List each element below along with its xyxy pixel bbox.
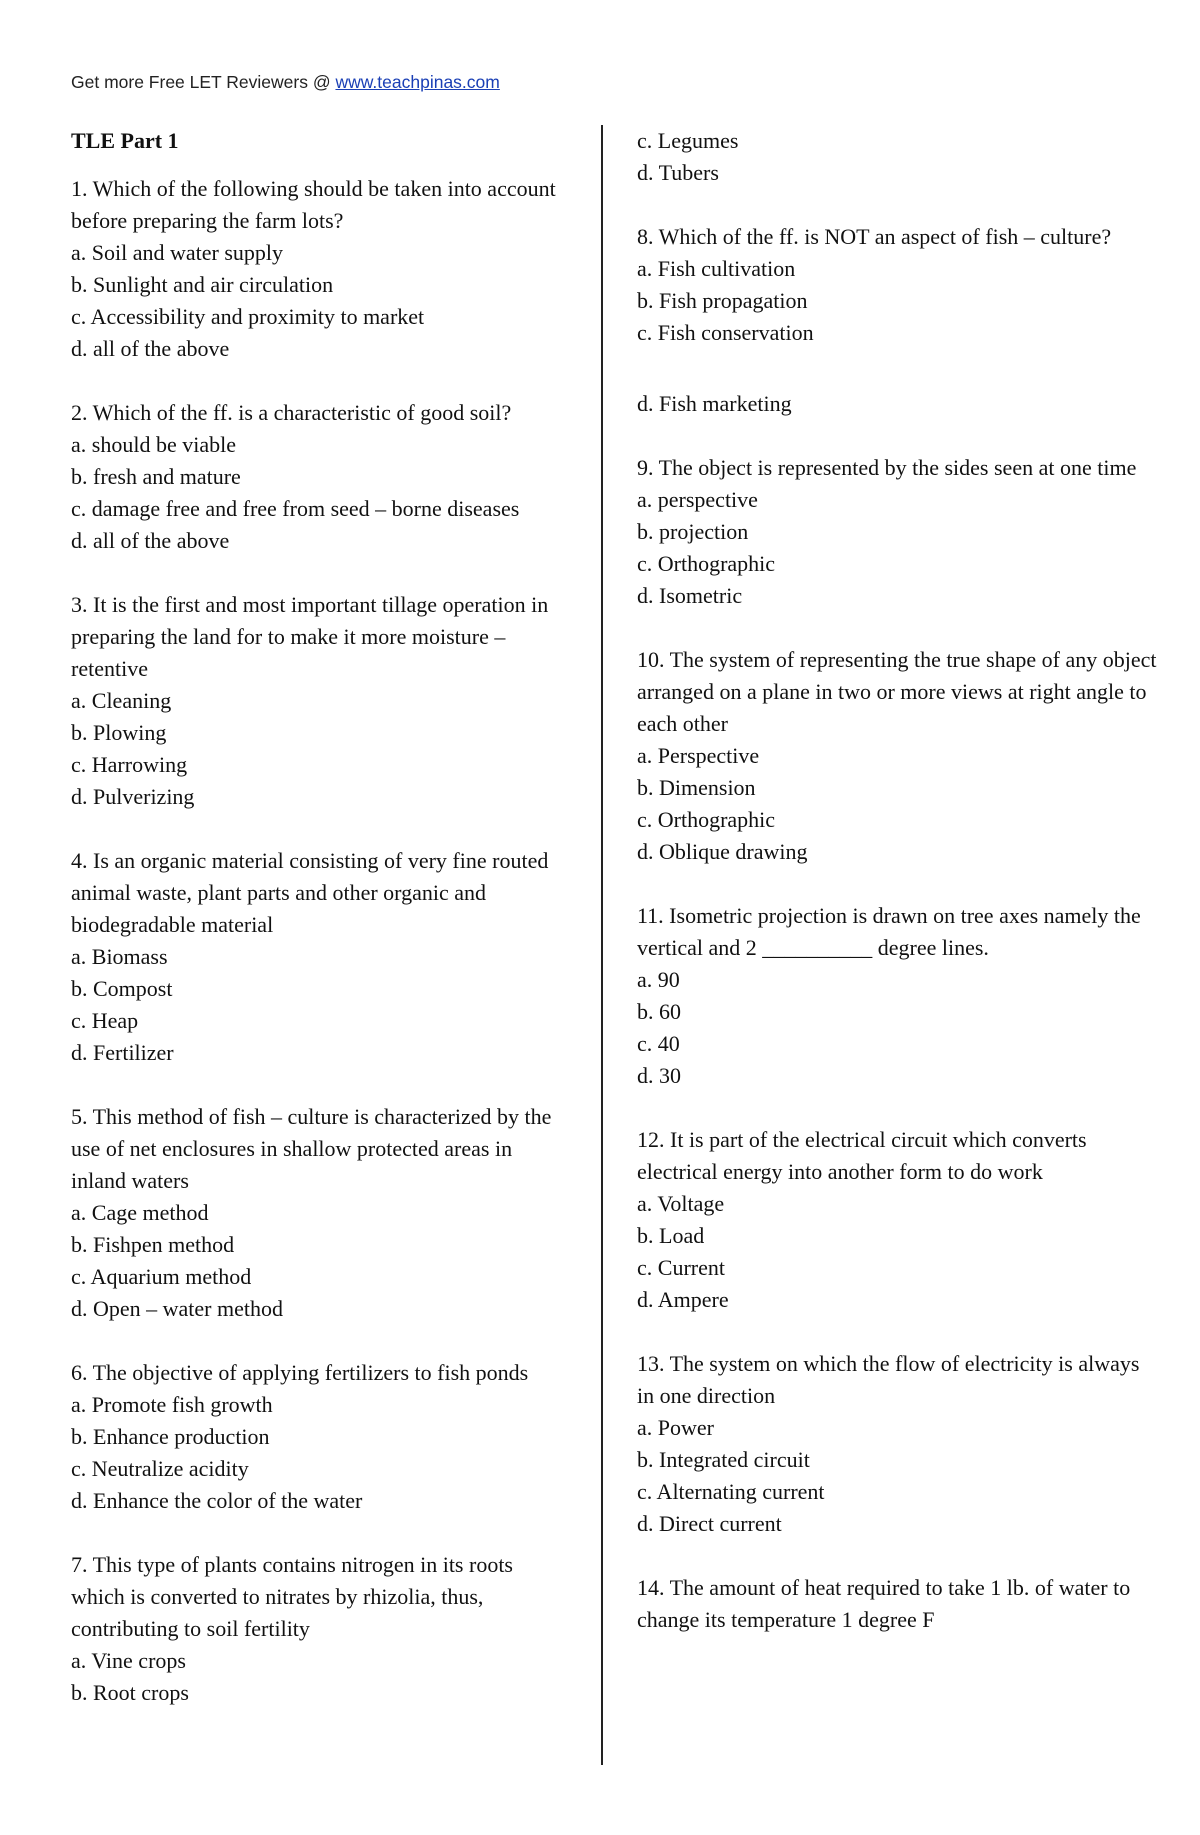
right-column (637, 125, 1157, 1668)
answer-option: c. 40 (637, 1031, 680, 1056)
answer-option: b. Compost (71, 976, 173, 1001)
answer-option: c. Orthographic (637, 807, 776, 832)
answer-option: d. Enhance the color of the water (71, 1488, 363, 1513)
answer-option: d. Ampere (637, 1287, 729, 1312)
answer-option: c. Current (637, 1255, 725, 1280)
answer-option: a. perspective (637, 487, 758, 512)
question-block (637, 900, 1157, 1092)
question-block (637, 1348, 1157, 1540)
answer-option: b. Sunlight and air circulation (71, 272, 334, 297)
question-text: 10. The system of representing the true shape of any object arranged on a plane in two or more views at right angle to each other (637, 647, 1157, 736)
answer-option: d. Oblique drawing (637, 839, 808, 864)
question-text: 4. Is an organic material consisting of very fine routed animal waste, plant parts and other organic and biodegradable material (71, 848, 549, 937)
answer-option: d. Fish marketing (637, 391, 792, 416)
answer-option: c. Harrowing (71, 752, 188, 777)
question-block (637, 1124, 1157, 1316)
answer-option: b. Integrated circuit (637, 1447, 810, 1472)
answer-option: b. Enhance production (71, 1424, 270, 1449)
answer-option: b. Dimension (637, 775, 756, 800)
answer-option: c. Alternating current (637, 1479, 825, 1504)
column-divider (601, 125, 603, 1765)
question-text: 2. Which of the ff. is a characteristic of good soil? (71, 400, 512, 425)
answer-option: c. Aquarium method (71, 1264, 252, 1289)
answer-option: a. Biomass (71, 944, 168, 969)
question-text: 8. Which of the ff. is NOT an aspect of fish – culture? (637, 224, 1112, 249)
answer-option: b. 60 (637, 999, 681, 1024)
answer-option: d. Tubers (637, 160, 719, 185)
question-text: 9. The object is represented by the sides seen at one time (637, 455, 1137, 480)
answer-option: c. Neutralize acidity (71, 1456, 249, 1481)
answer-option: a. Voltage (637, 1191, 725, 1216)
answer-option: d. Open – water method (71, 1296, 283, 1321)
answer-option: c. Legumes (637, 128, 739, 153)
answer-option: d. Direct current (637, 1511, 782, 1536)
answer-option: c. Accessibility and proximity to market (71, 304, 425, 329)
question-block (71, 1549, 571, 1709)
answer-option: c. Heap (71, 1008, 139, 1033)
answer-option: d. all of the above (71, 336, 230, 361)
question-block (637, 644, 1157, 868)
question-block (71, 845, 571, 1069)
page-header (71, 72, 500, 93)
answer-option: a. Fish cultivation (637, 256, 796, 281)
blank-gap (637, 349, 1157, 388)
continued-options (637, 125, 1157, 189)
answer-option: a. 90 (637, 967, 680, 992)
answer-option: b. Fish propagation (637, 288, 808, 313)
answer-option: b. Root crops (71, 1680, 189, 1705)
question-text: 1. Which of the following should be taken into account before preparing the farm lots? (71, 176, 556, 233)
answer-option: c. Fish conservation (637, 320, 814, 345)
answer-option: c. damage free and free from seed – borne diseases (71, 496, 520, 521)
answer-option: d. all of the above (71, 528, 230, 553)
question-text: 6. The objective of applying fertilizers to fish ponds (71, 1360, 529, 1385)
page-title: TLE Part 1 (71, 128, 179, 153)
question-text: 14. The amount of heat required to take 1 lb. of water to change its temperature 1 degree F (637, 1575, 1131, 1632)
right-question-list (637, 221, 1157, 1636)
question-block (637, 452, 1157, 612)
answer-option: a. Perspective (637, 743, 760, 768)
question-text: 5. This method of fish – culture is characterized by the use of net enclosures in shallow protected areas in inland waters (71, 1104, 552, 1193)
question-text: 12. It is part of the electrical circuit which converts electrical energy into another form to do work (637, 1127, 1087, 1184)
question-text: 3. It is the first and most important tillage operation in preparing the land for to make it more moisture – retentive (71, 592, 549, 681)
answer-option: b. fresh and mature (71, 464, 241, 489)
question-block (71, 397, 571, 557)
answer-option: d. Isometric (637, 583, 743, 608)
answer-option: d. Fertilizer (71, 1040, 174, 1065)
question-text: 7. This type of plants contains nitrogen in its roots which is converted to nitrates by rhizolia, thus, contributing to soil fertility (71, 1552, 513, 1641)
answer-option: a. Soil and water supply (71, 240, 284, 265)
answer-option: b. projection (637, 519, 749, 544)
question-text: 13. The system on which the flow of electricity is always in one direction (637, 1351, 1140, 1408)
question-block (637, 1572, 1157, 1636)
answer-option: a. Promote fish growth (71, 1392, 273, 1417)
answer-option: a. Cage method (71, 1200, 209, 1225)
answer-option: b. Load (637, 1223, 705, 1248)
question-block (71, 1357, 571, 1517)
question-block (71, 173, 571, 365)
website-link[interactable]: www.teachpinas.com (335, 72, 500, 92)
answer-option: a. Power (637, 1415, 714, 1440)
answer-option: a. Cleaning (71, 688, 172, 713)
question-block (71, 1101, 571, 1325)
answer-option: d. 30 (637, 1063, 681, 1088)
answer-option: b. Plowing (71, 720, 167, 745)
answer-option: d. Pulverizing (71, 784, 195, 809)
answer-option: b. Fishpen method (71, 1232, 235, 1257)
question-text: 11. Isometric projection is drawn on tree axes namely the vertical and 2 __________ degree lines. (637, 903, 1141, 960)
answer-option: a. should be viable (71, 432, 236, 457)
header-prefix: Get more Free LET Reviewers @ (71, 72, 336, 92)
answer-option: c. Orthographic (637, 551, 776, 576)
left-question-list (71, 173, 571, 1709)
question-block (637, 221, 1157, 420)
answer-option: a. Vine crops (71, 1648, 186, 1673)
question-block (71, 589, 571, 813)
left-column (71, 125, 571, 1741)
